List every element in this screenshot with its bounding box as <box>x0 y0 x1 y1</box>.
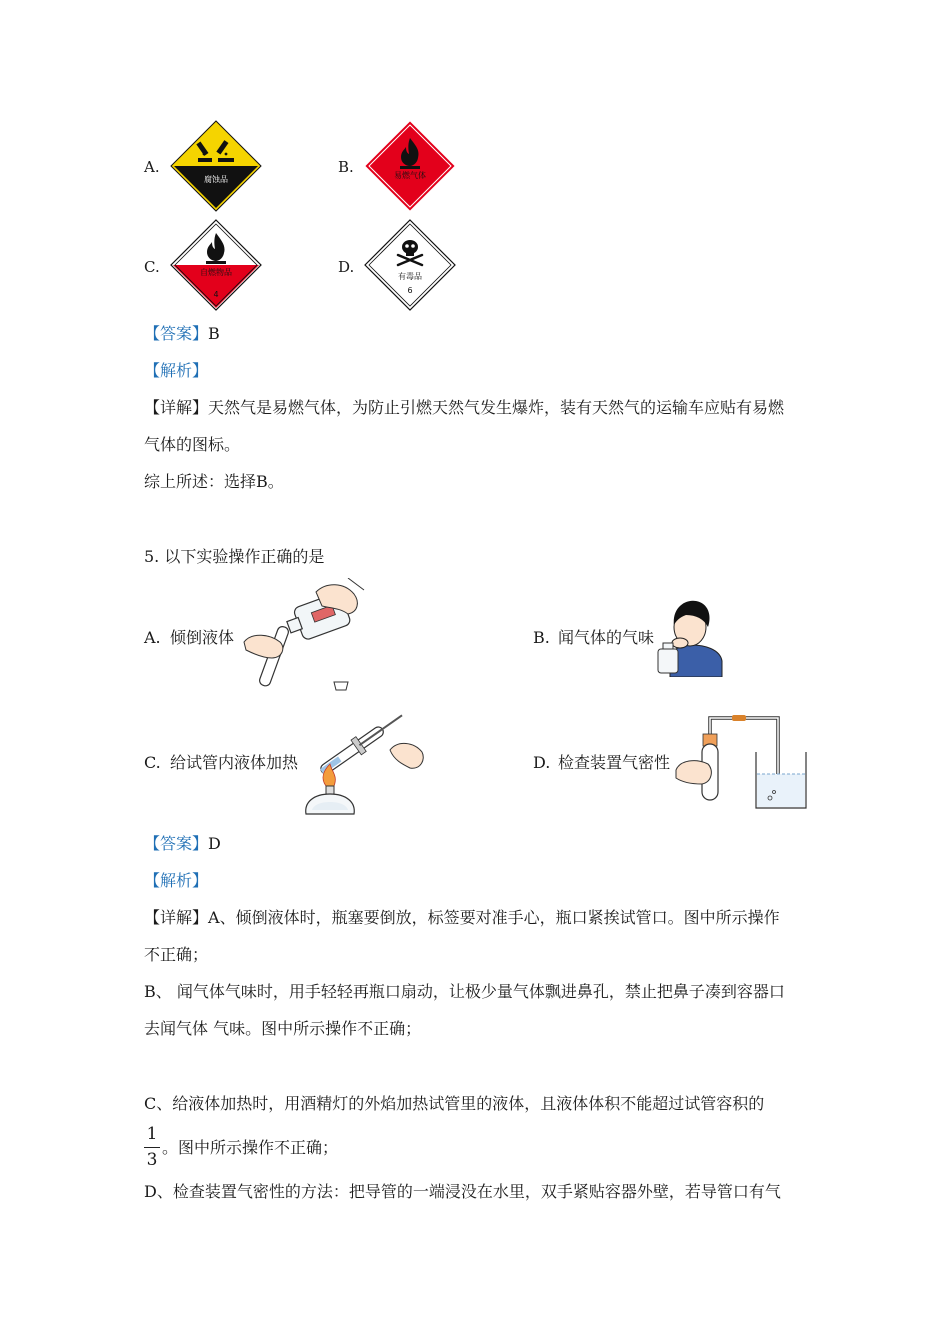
answer-tag: 【答案】 <box>144 324 209 343</box>
fraction-bar <box>144 1147 160 1148</box>
option-letter: C. <box>144 258 160 276</box>
option-text: 给试管内液体加热 <box>170 753 299 772</box>
detail-tag: 【详解】 <box>144 908 209 927</box>
q4-detail-line1 <box>144 398 784 418</box>
option-letter: A. <box>144 158 160 176</box>
detail-text: 天然气是易燃气体，为防止引燃天然气发生爆炸，装有天然气的运输车应贴有易燃 <box>208 398 785 417</box>
option-letter: C. <box>144 753 161 772</box>
sign-number: 6 <box>407 286 413 295</box>
q4-detail-line2: 气体的图标。 <box>144 435 241 454</box>
answer-value: D <box>208 834 221 853</box>
q5-detail-d1: D、检查装置气密性的方法：把导管的一端浸没在水里，双手紧贴容器外壁，若导管口有气 <box>144 1182 781 1201</box>
detail-text: A、倾倒液体时，瓶塞要倒放，标签要对准手心，瓶口紧挨试管口。图中所示操作 <box>208 908 780 927</box>
fraction-numerator: 1 <box>146 1124 158 1144</box>
option-letter: B. <box>338 158 354 176</box>
q5-detail-c1: C、给液体加热时，用酒精灯的外焰加热试管里的液体，且液体体积不能超过试管容积的 <box>144 1094 765 1113</box>
q5-detail-a1 <box>144 908 780 928</box>
sign-label: 自燃物品 <box>200 268 232 277</box>
q5-detail-b1: B、 闻气体气味时，用手轻轻再瓶口扇动，让极少量气体飘进鼻孔，禁止把鼻子凑到容器口 <box>144 982 785 1001</box>
sign-label: 易燃气体 <box>394 171 426 180</box>
sign-label: 有毒品 <box>398 272 422 281</box>
q5-analysis-tag: 【解析】 <box>144 871 209 890</box>
option-text: 闻气体的气味 <box>558 628 655 647</box>
option-letter: D. <box>533 753 551 772</box>
q5-detail-b2: 去闻气体 气味。图中所示操作不正确； <box>144 1019 422 1038</box>
option-text: 倾倒液体 <box>170 628 235 647</box>
q5-question: 5. 以下实验操作正确的是 <box>144 547 325 566</box>
detail-tag: 【详解】 <box>144 398 209 417</box>
smelling-gas-illustration <box>656 597 726 677</box>
q5-detail-c2: 。图中所示操作不正确； <box>162 1138 339 1157</box>
q5-answer <box>144 834 221 854</box>
corrosive-hazard-sign <box>170 120 262 212</box>
q4-answer <box>144 324 220 344</box>
spontaneous-combustion-hazard-sign <box>170 219 262 311</box>
sign-number: 4 <box>213 290 219 299</box>
option-letter: D. <box>338 258 355 276</box>
fraction-denominator: 3 <box>146 1150 158 1170</box>
pouring-liquid-illustration <box>236 578 366 696</box>
answer-tag: 【答案】 <box>144 834 209 853</box>
option-letter: B. <box>533 628 550 647</box>
option-text: 检查装置气密性 <box>558 753 671 772</box>
option-letter: A. <box>144 628 161 647</box>
airtightness-check-illustration <box>674 712 808 812</box>
q5-detail-a2: 不正确； <box>144 945 209 964</box>
q4-summary: 综上所述：选择B。 <box>144 472 284 491</box>
q4-analysis-tag: 【解析】 <box>144 361 209 380</box>
heating-test-tube-illustration <box>300 706 426 818</box>
sign-label: 腐蚀品 <box>204 175 228 184</box>
flammable-gas-hazard-sign <box>364 120 456 212</box>
toxic-hazard-sign <box>364 219 456 311</box>
answer-value: B <box>208 324 220 343</box>
